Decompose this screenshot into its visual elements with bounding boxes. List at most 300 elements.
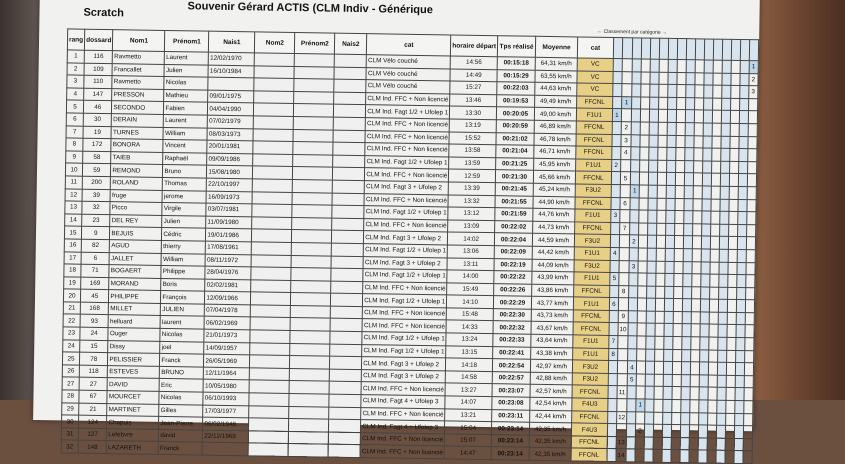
category-rank-cell — [645, 361, 654, 374]
time-cell: 00:22:33 — [493, 334, 531, 347]
category-rank-cell — [725, 426, 734, 439]
speed-cell: 43,38 km/h — [531, 347, 573, 360]
lastname-cell: TURNES — [111, 126, 163, 139]
category-rank-cell — [681, 400, 690, 413]
start-time-cell: 14:00 — [447, 270, 494, 283]
category-rank-cell — [701, 236, 710, 249]
birthdate-cell: 07/02/1979 — [208, 115, 254, 128]
category-rank-cell — [721, 98, 730, 111]
speed-cell: 42,97 km/h — [530, 360, 572, 373]
category-column-header — [641, 38, 650, 59]
speed-cell: 44,59 km/h — [532, 234, 574, 247]
category-cell: CLM Ind. FFC + Non licencié — [362, 319, 446, 333]
category-rank-cell — [656, 261, 665, 274]
category-rank-cell — [695, 72, 704, 85]
birthdate-cell: 03/07/1981 — [206, 203, 252, 216]
category-rank-cell — [620, 210, 630, 223]
birthdate2-cell — [331, 306, 363, 319]
bib-cell: 45 — [81, 289, 109, 302]
category-rank-cell — [685, 135, 694, 148]
category-rank-cell — [721, 123, 730, 136]
category-rank-cell — [712, 98, 721, 111]
firstname2-cell — [290, 343, 330, 356]
bib-cell: 27 — [79, 378, 107, 391]
category-rank-cell — [738, 186, 747, 199]
category-rank-cell: 2 — [749, 73, 758, 86]
category-rank-cell — [738, 161, 747, 174]
firstname-cell: Franck — [158, 442, 202, 455]
bib-cell: 30 — [83, 113, 111, 126]
category-rank-cell — [745, 312, 754, 325]
bib-cell: 118 — [79, 365, 107, 378]
category-rank-cell — [626, 424, 635, 437]
column-header: Nais2 — [335, 33, 367, 54]
speed-cell: 46,89 km/h — [534, 120, 576, 133]
category-rank-cell — [748, 149, 757, 162]
category-rank-cell — [617, 361, 627, 374]
rank-cell: 22 — [63, 314, 80, 327]
category-rank-cell — [663, 374, 672, 387]
category-rank-cell — [641, 84, 650, 97]
firstname-cell: William — [163, 127, 207, 140]
birthdate2-cell — [333, 155, 365, 168]
category-rank-cell — [743, 451, 752, 464]
category-rank-cell — [737, 275, 746, 288]
lastname-cell: PHILIPPE — [109, 290, 161, 303]
category-code-cell: VC — [577, 83, 613, 96]
birthdate-cell: 08/03/1973 — [207, 128, 253, 141]
category-code-cell: F1U1 — [573, 297, 609, 310]
category-rank-cell — [711, 211, 720, 224]
category-rank-cell — [617, 399, 627, 412]
category-rank-cell — [619, 273, 629, 286]
firstname-cell: BRUNO — [160, 366, 204, 379]
bib-cell: 147 — [84, 88, 112, 101]
lastname-cell: MILLET — [109, 302, 161, 315]
category-rank-cell — [676, 110, 685, 123]
rank-cell: 19 — [64, 277, 81, 290]
category-rank-cell — [743, 438, 752, 451]
lastname-cell: MOURCET — [107, 391, 159, 404]
category-rank-cell — [682, 286, 691, 299]
firstname-cell: Raphaël — [163, 152, 207, 165]
category-rank-cell — [622, 71, 632, 84]
category-rank-cell — [736, 338, 745, 351]
category-cell: CLM Ind. FFC + Non licencié — [364, 193, 448, 207]
category-rank-cell — [728, 249, 737, 262]
speed-cell: 42,35 km/h — [529, 422, 571, 435]
birthdate2-cell — [330, 331, 362, 344]
category-rank-cell — [748, 98, 757, 111]
start-time-cell: 14:18 — [446, 358, 493, 371]
category-code-cell: FFCNL — [576, 146, 612, 159]
bib-cell: 23 — [82, 214, 110, 227]
bib-cell: 59 — [83, 164, 111, 177]
rank-cell: 1 — [67, 50, 84, 63]
firstname2-cell — [293, 154, 333, 167]
category-rank-cell — [692, 223, 701, 236]
category-rank-cell — [630, 197, 639, 210]
category-rank-cell — [718, 299, 727, 312]
category-rank-cell — [699, 350, 708, 363]
category-rank-cell — [609, 323, 618, 336]
category-column-header — [650, 38, 659, 59]
category-code-cell: FFCNL — [574, 285, 610, 298]
start-time-cell: 13:39 — [448, 182, 495, 195]
firstname2-cell — [291, 305, 331, 318]
firstname-cell: Mathieu — [164, 89, 208, 102]
birthdate2-cell — [333, 142, 365, 155]
category-rank-cell — [637, 336, 646, 349]
birthdate2-cell — [330, 356, 362, 369]
bib-cell: 127 — [78, 428, 106, 441]
category-code-cell: F4U3 — [572, 398, 608, 411]
lastname-cell: MORAND — [109, 277, 161, 290]
category-code-cell: F1U1 — [574, 272, 610, 285]
category-rank-cell — [655, 349, 664, 362]
category-rank-cell — [659, 59, 668, 72]
category-rank-cell — [701, 274, 710, 287]
category-rank-cell — [721, 148, 730, 161]
classement-label: ← Classement par catégorie → — [597, 28, 668, 36]
time-cell: 00:21:25 — [496, 157, 534, 170]
firstname2-cell — [290, 318, 330, 331]
birthdate-cell: 16/09/1973 — [206, 191, 252, 204]
category-rank-cell — [655, 324, 664, 337]
category-rank-cell — [710, 224, 719, 237]
category-rank-cell — [644, 449, 653, 462]
category-rank-cell — [666, 185, 675, 198]
firstname-cell: Laurent — [164, 114, 208, 127]
category-rank-cell — [712, 148, 721, 161]
birthdate-cell: 09/01/1975 — [208, 90, 254, 103]
category-rank-cell — [708, 362, 717, 375]
category-rank-cell — [685, 123, 694, 136]
category-rank-cell — [748, 124, 757, 137]
firstname-cell: Laurent — [165, 51, 209, 64]
category-rank-cell — [737, 249, 746, 262]
category-rank-cell — [619, 248, 629, 261]
start-time-cell: 13:32 — [448, 194, 495, 207]
category-rank-cell — [716, 438, 725, 451]
speed-cell: 63,55 km/h — [535, 70, 577, 83]
birthdate-cell: 04/04/1990 — [208, 103, 254, 116]
category-column-header — [731, 39, 740, 60]
firstname2-cell — [291, 293, 331, 306]
category-rank-cell — [667, 122, 676, 135]
category-rank-cell — [693, 198, 702, 211]
category-rank-cell — [745, 338, 754, 351]
category-rank-cell — [613, 96, 622, 109]
category-code-cell: F1U1 — [574, 247, 610, 260]
category-rank-cell — [735, 375, 744, 388]
category-rank-cell — [609, 310, 618, 323]
category-rank-cell — [665, 261, 674, 274]
category-rank-cell — [729, 174, 738, 187]
start-time-cell: 13:58 — [449, 144, 496, 157]
category-rank-cell — [734, 438, 743, 451]
category-rank-cell — [682, 299, 691, 312]
category-rank-cell — [692, 236, 701, 249]
birthdate-cell: 10/05/1980 — [203, 380, 249, 393]
time-cell: 00:22:57 — [492, 371, 530, 384]
category-rank-cell — [659, 84, 668, 97]
start-time-cell: 15:49 — [447, 283, 494, 296]
category-rank-cell — [719, 274, 728, 287]
lastname-cell: fruge — [110, 189, 162, 202]
category-rank-cell — [640, 147, 649, 160]
firstname-cell: Fabien — [164, 102, 208, 115]
category-rank-cell — [728, 237, 737, 250]
start-time-cell: 14:02 — [448, 232, 495, 245]
category-rank-cell — [664, 286, 673, 299]
category-cell: CLM Ind. FFC + Non licencié — [361, 382, 445, 396]
category-code-cell: FFCNL — [571, 448, 607, 461]
category-rank-cell — [711, 161, 720, 174]
category-rank-cell — [744, 350, 753, 363]
category-column-header — [677, 39, 686, 60]
category-rank-cell — [684, 173, 693, 186]
birthdate-cell: 06/02/1969 — [204, 317, 250, 330]
category-rank-cell — [729, 161, 738, 174]
rank-cell: 21 — [63, 302, 80, 315]
category-rank-cell — [731, 73, 740, 86]
category-rank-cell — [639, 172, 648, 185]
category-rank-cell — [712, 136, 721, 149]
rank-cell: 9 — [66, 151, 83, 164]
category-rank-cell — [695, 85, 704, 98]
rank-cell: 3 — [67, 75, 84, 88]
category-rank-cell — [676, 97, 685, 110]
category-rank-cell — [629, 273, 638, 286]
category-rank-cell — [644, 424, 653, 437]
category-code-cell: F1U1 — [576, 159, 612, 172]
category-rank-cell — [734, 426, 743, 439]
lastname-cell: DERAIN — [112, 114, 164, 127]
rank-cell: 32 — [61, 440, 78, 453]
category-code-cell: F1U1 — [576, 108, 612, 121]
category-rank-cell — [664, 349, 673, 362]
category-rank-cell — [656, 223, 665, 236]
bib-cell: 172 — [83, 138, 111, 151]
category-rank-cell — [672, 349, 681, 362]
category-rank-cell — [611, 197, 620, 210]
category-code-cell: F1U1 — [573, 348, 609, 361]
lastname2-cell — [249, 431, 289, 444]
category-rank-cell — [628, 298, 637, 311]
lastname2-cell — [248, 443, 288, 456]
category-rank-cell — [646, 324, 655, 337]
category-rank-cell — [613, 59, 622, 72]
category-rank-cell — [691, 324, 700, 337]
column-header: dossard — [84, 29, 113, 50]
birthdate-cell: 26/05/1969 — [204, 354, 250, 367]
category-rank-cell — [693, 211, 702, 224]
speed-cell: 46,78 km/h — [534, 133, 576, 146]
rank-cell: 5 — [66, 100, 83, 113]
speed-cell: 43,67 km/h — [531, 322, 573, 335]
column-header: cat — [367, 34, 451, 56]
lastname-cell: REMOND — [111, 164, 163, 177]
category-rank-cell — [671, 412, 680, 425]
category-rank-cell — [731, 86, 740, 99]
birthdate2-cell — [332, 180, 364, 193]
firstname2-cell — [288, 444, 328, 457]
category-code-cell: F3U2 — [575, 184, 611, 197]
category-rank-cell — [608, 411, 617, 424]
category-rank-cell — [659, 72, 668, 85]
bib-cell: 169 — [81, 277, 109, 290]
category-cell: CLM Ind. Fagt 3 + Ufolep 2 — [363, 256, 447, 270]
category-rank-cell — [747, 161, 756, 174]
category-rank-cell — [629, 248, 638, 261]
category-code-cell: VC — [577, 71, 613, 84]
category-rank-cell — [738, 199, 747, 212]
category-rank-cell — [671, 425, 680, 438]
speed-cell: 49,49 km/h — [535, 95, 577, 108]
category-code-cell: FFCNL — [573, 310, 609, 323]
lastname-cell: PRESSON — [112, 88, 164, 101]
rank-cell: 7 — [66, 125, 83, 138]
category-rank-cell — [698, 413, 707, 426]
category-rank-cell — [649, 97, 658, 110]
category-rank-cell — [649, 122, 658, 135]
category-rank-cell — [672, 400, 681, 413]
time-cell: 00:21:55 — [495, 195, 533, 208]
category-rank-cell — [730, 136, 739, 149]
category-rank-cell — [701, 249, 710, 262]
firstname-cell: Eric — [159, 379, 203, 392]
category-rank-cell — [675, 185, 684, 198]
category-code-cell: F3U2 — [574, 234, 610, 247]
rank-cell: 18 — [64, 264, 81, 277]
category-rank-cell — [677, 60, 686, 73]
category-rank-cell: 1 — [612, 109, 621, 122]
category-rank-cell — [671, 437, 680, 450]
speed-cell: 42,35 km/h — [529, 435, 571, 448]
category-rank-cell — [640, 135, 649, 148]
category-rank-cell — [676, 135, 685, 148]
category-rank-cell — [671, 450, 680, 463]
firstname2-cell — [293, 142, 333, 155]
category-rank-cell — [728, 224, 737, 237]
category-rank-cell — [695, 60, 704, 73]
category-column-header — [695, 39, 704, 60]
firstname-cell: Boris — [161, 278, 205, 291]
rank-cell: 23 — [63, 327, 80, 340]
category-rank-cell — [729, 211, 738, 224]
category-rank-cell — [619, 260, 629, 273]
category-rank-cell — [657, 173, 666, 186]
firstname-cell: Gilles — [159, 404, 203, 417]
category-cell: CLM Ind. FFC + Non licencié — [365, 130, 449, 144]
lastname2-cell — [252, 229, 292, 242]
category-rank-cell — [675, 160, 684, 173]
category-rank-cell — [690, 349, 699, 362]
category-rank-cell — [736, 325, 745, 338]
category-code-cell: F3U2 — [574, 259, 610, 272]
category-rank-cell — [611, 184, 620, 197]
category-rank-cell — [641, 72, 650, 85]
category-rank-cell — [638, 235, 647, 248]
category-rank-cell — [703, 123, 712, 136]
category-rank-cell — [658, 135, 667, 148]
category-cell: CLM Ind. FFC + Non licencié — [360, 445, 444, 459]
lastname-cell: SECONDO — [112, 101, 164, 114]
category-rank-cell — [618, 348, 628, 361]
bib-cell: 78 — [80, 352, 108, 365]
lastname2-cell — [252, 242, 292, 255]
category-rank-cell — [694, 123, 703, 136]
category-rank-cell — [612, 134, 621, 147]
firstname-cell: Julien — [164, 64, 208, 77]
category-rank-cell — [720, 186, 729, 199]
category-rank-cell — [668, 85, 677, 98]
category-rank-cell — [685, 148, 694, 161]
bib-cell: 39 — [82, 189, 110, 202]
category-rank-cell — [747, 212, 756, 225]
category-rank-cell — [610, 260, 619, 273]
firstname-cell: jerome — [162, 190, 206, 203]
category-rank-cell — [704, 73, 713, 86]
category-rank-cell — [684, 198, 693, 211]
speed-cell: 44,90 km/h — [533, 196, 575, 209]
category-cell: CLM Ind. Fagt 3 + Ufolep 2 — [364, 181, 448, 195]
lastname2-cell — [253, 154, 293, 167]
category-rank-cell — [739, 149, 748, 162]
category-rank-cell — [711, 186, 720, 199]
category-rank-cell: 1 — [622, 96, 632, 109]
category-rank-cell — [716, 425, 725, 438]
category-rank-cell — [640, 109, 649, 122]
lastname-cell: BEJUIS — [110, 227, 162, 240]
category-rank-cell: 4 — [621, 147, 631, 160]
category-rank-cell — [639, 210, 648, 223]
speed-cell: 44,73 km/h — [533, 221, 575, 234]
category-cell: CLM Ind. Fagt 1/2 + Ufolep 1 — [364, 206, 448, 220]
start-time-cell: 14:10 — [447, 295, 494, 308]
birthdate2-cell — [329, 382, 361, 395]
start-time-cell: 13:09 — [448, 220, 495, 233]
category-rank-cell — [650, 59, 659, 72]
category-rank-cell — [663, 399, 672, 412]
birthdate-cell: 08/11/1972 — [205, 254, 251, 267]
category-cell: CLM Ind. FFC + Non licencié — [363, 281, 447, 295]
category-rank-cell — [657, 210, 666, 223]
birthdate-cell: 07/04/1978 — [205, 304, 251, 317]
category-rank-cell — [607, 424, 616, 437]
category-rank-cell — [673, 324, 682, 337]
firstname2-cell — [294, 104, 334, 117]
time-cell: 00:22:30 — [493, 309, 531, 322]
category-rank-cell — [685, 97, 694, 110]
category-cell: CLM Ind. FFC + Non licencié — [365, 168, 449, 182]
category-rank-cell — [734, 451, 743, 464]
column-header: Prénom1 — [165, 30, 209, 52]
birthdate2-cell — [333, 130, 365, 143]
category-rank-cell — [720, 174, 729, 187]
lastname2-cell — [249, 405, 289, 418]
category-rank-cell — [627, 399, 636, 412]
column-header: Nom1 — [113, 30, 165, 52]
category-rank-cell — [699, 375, 708, 388]
bib-cell: 168 — [80, 302, 108, 315]
category-rank-cell — [663, 387, 672, 400]
category-rank-cell — [719, 262, 728, 275]
category-rank-cell — [726, 388, 735, 401]
category-rank-cell — [727, 287, 736, 300]
firstname-cell: Franck — [160, 354, 204, 367]
